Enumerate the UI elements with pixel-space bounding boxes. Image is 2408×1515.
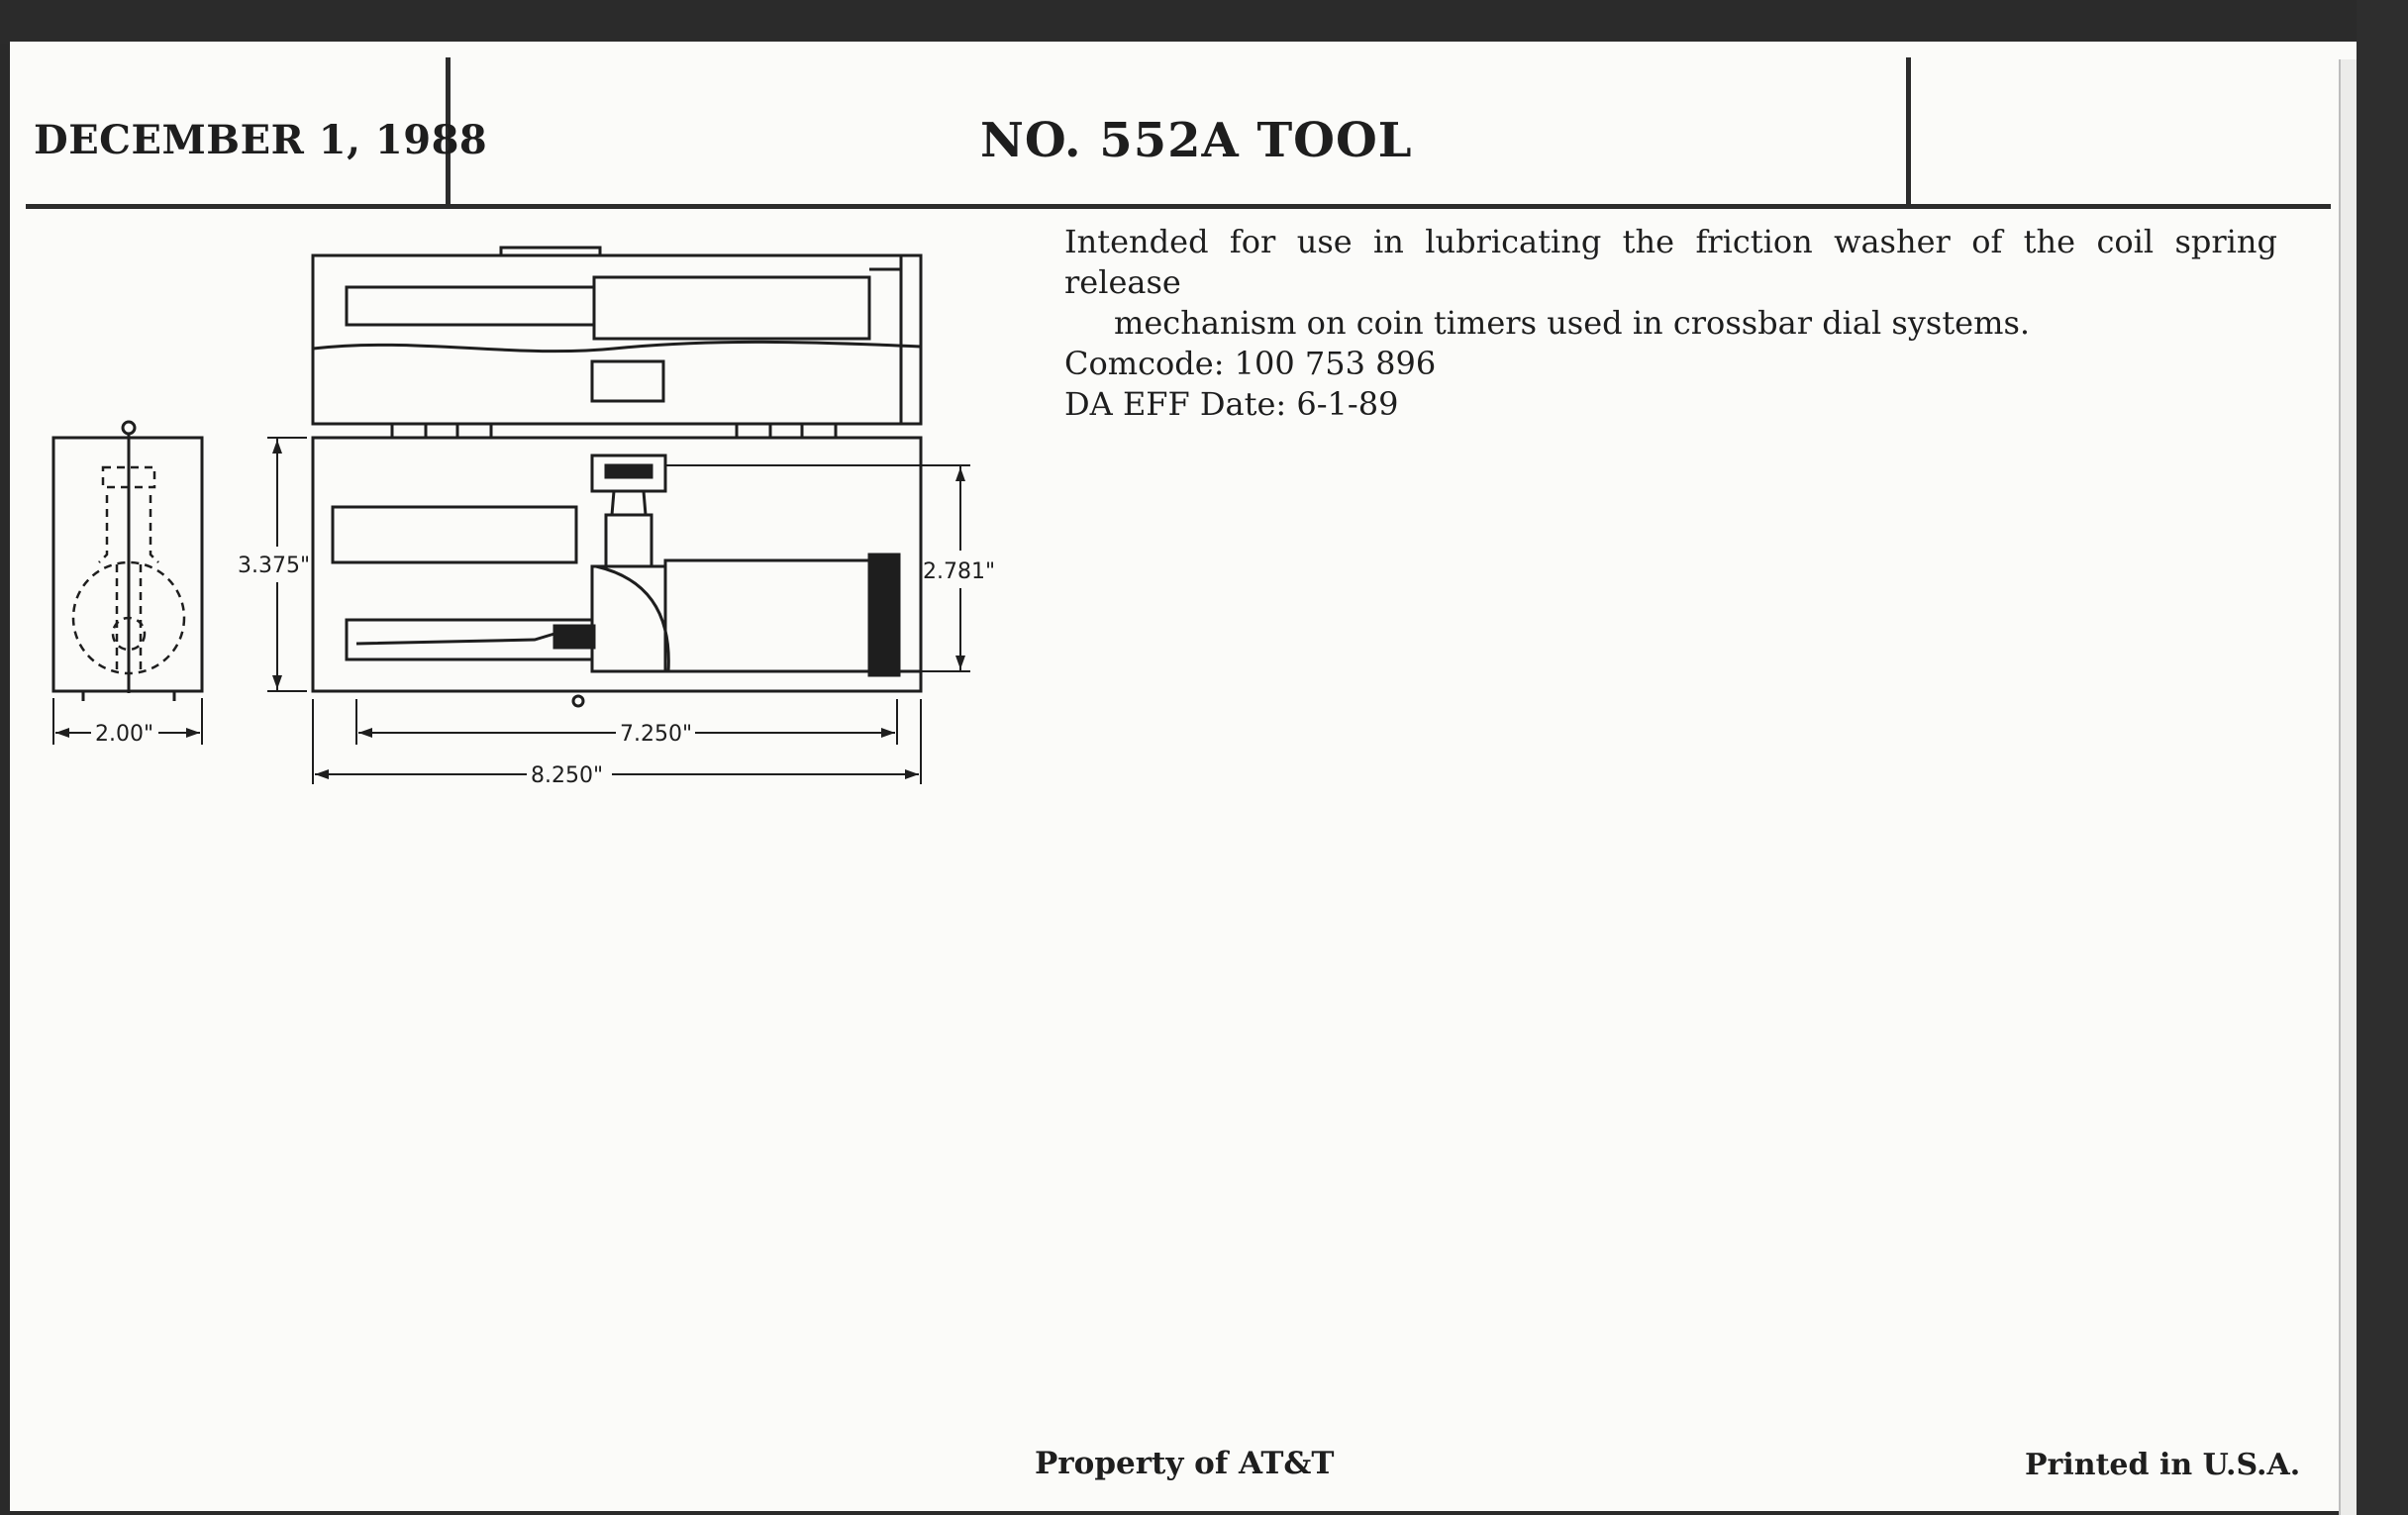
front-view-needle [356, 634, 554, 644]
dimension-height-inner: 2.781" [923, 559, 996, 584]
hinge-right [737, 424, 836, 438]
dimension-length-overall: 8.250" [531, 763, 604, 788]
footer-printed: Printed in U.S.A. [2025, 1448, 2301, 1482]
top-view-block [592, 361, 663, 401]
front-view-knob [573, 696, 583, 706]
document-title: NO. 552A TOOL [980, 113, 1413, 168]
front-view-slot [333, 507, 576, 562]
top-view-break-line [313, 342, 921, 351]
front-view-end-plate [869, 555, 899, 675]
dimension-width-side: 2.00" [95, 722, 154, 747]
document-date: DECEMBER 1, 1988 [34, 117, 488, 163]
da-eff-date: DA EFF Date: 6-1-89 [1064, 385, 1399, 423]
dimension-length-inner: 7.250" [620, 722, 693, 747]
top-view-handle [501, 248, 600, 255]
dimension-height-overall: 3.375" [238, 554, 311, 578]
description-line-2: mechanism on coin timers used in crossbar dial systems. [1114, 304, 2031, 342]
comcode: Comcode: 100 753 896 [1064, 345, 1437, 382]
top-view-slot-left [347, 287, 594, 325]
hinge-left [392, 424, 491, 438]
footer-property: Property of AT&T [1035, 1446, 1335, 1481]
top-view-slot-right [594, 277, 869, 339]
description-line-1: Intended for use in lubricating the friction washer of the coil spring release [1064, 223, 2277, 301]
side-view-top-knob [123, 422, 135, 434]
front-view-cylinder [665, 560, 869, 671]
